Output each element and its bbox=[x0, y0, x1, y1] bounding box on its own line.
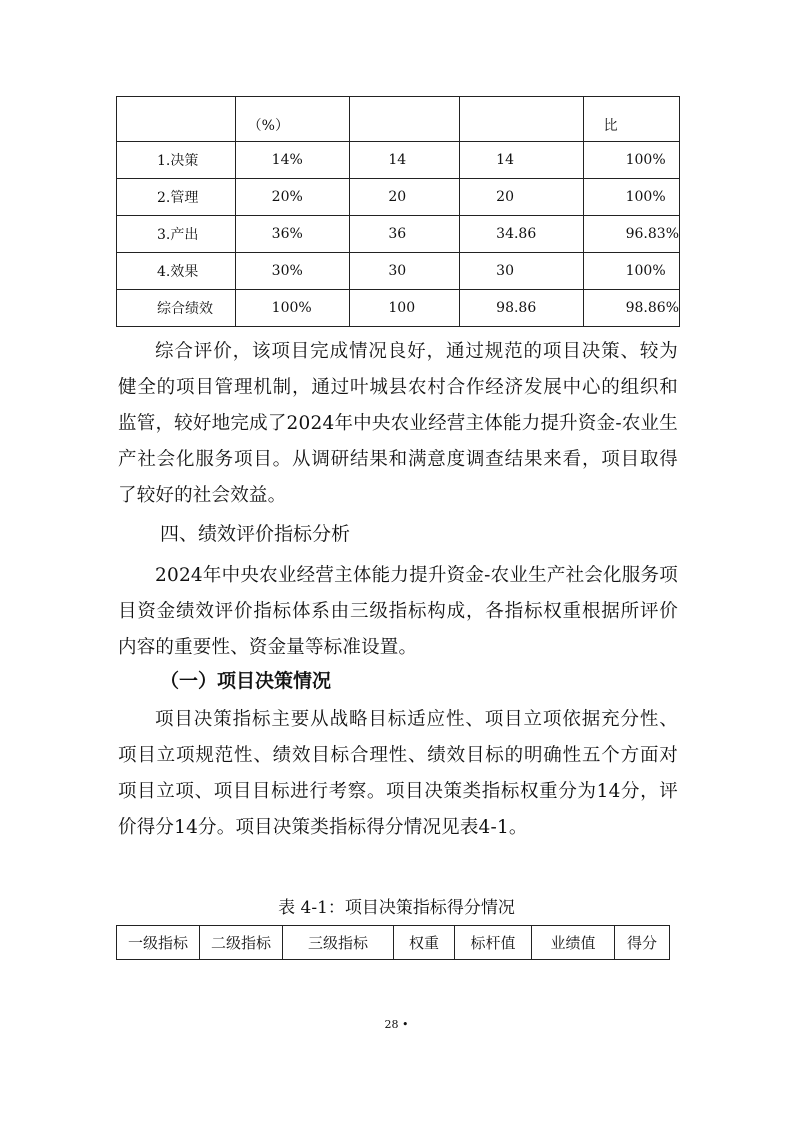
table-cell: 综合绩效 bbox=[117, 290, 236, 327]
table-cell: 4.效果 bbox=[117, 253, 236, 290]
table-cell bbox=[460, 97, 583, 142]
table-row bbox=[117, 290, 680, 327]
table-cell: 100% bbox=[583, 142, 679, 179]
table-caption: 表 4-1：项目决策指标得分情况 bbox=[278, 898, 515, 918]
table-cell: 100% bbox=[235, 290, 350, 327]
table-cell: 30% bbox=[235, 253, 350, 290]
table-cell: 14 bbox=[460, 142, 583, 179]
table-cell: 30 bbox=[350, 253, 460, 290]
table-cell: 100% bbox=[583, 253, 679, 290]
table-cell: 14 bbox=[350, 142, 460, 179]
table-cell bbox=[117, 97, 236, 142]
table-cell: 3.产出 bbox=[117, 216, 236, 253]
column-header: 权重 bbox=[394, 926, 455, 960]
summary-score-table bbox=[116, 96, 680, 327]
column-header: 得分 bbox=[615, 926, 670, 960]
section-heading: 四、绩效评价指标分析 bbox=[160, 523, 351, 545]
paragraph-project-decision: 项目决策指标主要从战略目标适应性、项目立项依据充分性、 项目立项规范性、绩效目标合理性、绩效目标的明确性五个方面对项目立项、项目目标进行考察。项目决策类指标权重分为14分，评价得分14分。项目决策类指标得分情况见表4-1。 bbox=[118, 709, 678, 838]
subsection-heading: （一）项目决策情况 bbox=[160, 670, 332, 692]
table-cell: 2.管理 bbox=[117, 179, 236, 216]
table-cell: 1.决策 bbox=[117, 142, 236, 179]
table-cell: 20% bbox=[235, 179, 350, 216]
column-header: 业绩值 bbox=[532, 926, 615, 960]
table-cell: 20 bbox=[460, 179, 583, 216]
table-cell: 98.86 bbox=[460, 290, 583, 327]
table-cell: （%） bbox=[235, 97, 350, 142]
table-cell: 98.86% bbox=[583, 290, 679, 327]
column-header: 二级指标 bbox=[200, 926, 283, 960]
table-row bbox=[117, 179, 680, 216]
column-header: 一级指标 bbox=[117, 926, 200, 960]
paragraph-overall-evaluation: 综合评价，该项目完成情况良好，通过规范的项目决策、较为健全的项目管理机制，通过叶城县农村合作经济发展中心的组织和监管，较好地完成了2024年中央农业经营主体能力提升资金-农业生产社会化服务项目。从调研结果和满意度调查结果来看，项目取得了较好的社会效益。 bbox=[118, 341, 678, 506]
table-cell: 20 bbox=[350, 179, 460, 216]
table-cell: 比 bbox=[583, 97, 679, 142]
table-cell: 34.86 bbox=[460, 216, 583, 253]
table-cell: 96.83% bbox=[583, 216, 679, 253]
paragraph-indicator-system: 2024年中央农业经营主体能力提升资金-农业生产社会化服务项目资金绩效评价指标体系由三级指标构成，各指标权重根据所评价内容的重要性、资金量等标准设置。 bbox=[118, 565, 678, 658]
table-cell bbox=[350, 97, 460, 142]
table-header-row bbox=[117, 926, 670, 960]
column-header: 标杆值 bbox=[455, 926, 532, 960]
table-row bbox=[117, 142, 680, 179]
table-row bbox=[117, 216, 680, 253]
table-cell: 30 bbox=[460, 253, 583, 290]
column-header: 三级指标 bbox=[283, 926, 394, 960]
table-cell: 100% bbox=[583, 179, 679, 216]
table-cell: 36% bbox=[235, 216, 350, 253]
table-cell: 36 bbox=[350, 216, 460, 253]
table-cell: 14% bbox=[235, 142, 350, 179]
table-row bbox=[117, 253, 680, 290]
table-row bbox=[117, 97, 680, 142]
table-cell: 100 bbox=[350, 290, 460, 327]
decision-indicator-table bbox=[116, 925, 670, 960]
page-number: 28 • bbox=[384, 1018, 409, 1031]
